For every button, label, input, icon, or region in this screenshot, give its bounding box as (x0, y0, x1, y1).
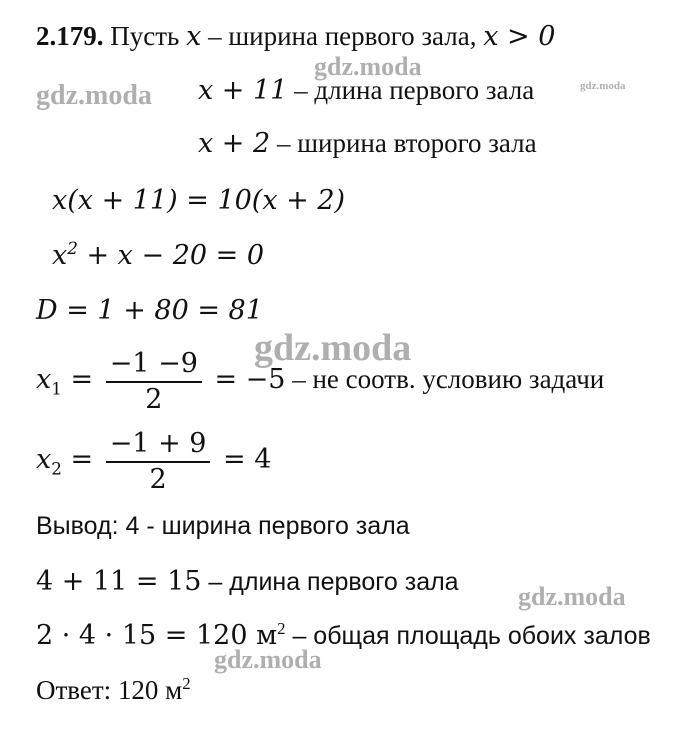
eq2-exponent: 2 (67, 238, 78, 258)
description: – ширина второго зала (270, 128, 537, 158)
problem-statement (36, 20, 555, 53)
expression: x + 2 (198, 128, 271, 159)
watermark: gdz.moda (36, 80, 152, 111)
x2-result: = 4 (214, 444, 272, 476)
eq2-rest: + x − 20 = 0 (77, 240, 265, 271)
x2-denominator: 2 (149, 464, 167, 495)
watermark: gdz.moda (518, 582, 626, 611)
length-expression: 4 + 11 = 15 (36, 566, 202, 597)
discriminant: D = 1 + 80 = 81 (36, 295, 263, 326)
area-result (36, 619, 651, 652)
x2-fraction (106, 428, 211, 496)
watermark: gdz.moda (580, 80, 626, 92)
watermark: gdz.moda (254, 327, 412, 369)
equation-2 (52, 240, 264, 272)
answer-exponent: 2 (182, 674, 191, 693)
root-x1 (36, 348, 604, 416)
length-first-hall (198, 74, 534, 107)
x1-denominator: 2 (145, 384, 163, 415)
variable-x: x (186, 21, 202, 52)
x1-eq: = (61, 364, 102, 396)
expression: x + 11 (198, 75, 288, 106)
x1-fraction (106, 348, 202, 416)
answer-text: Ответ: 120 м (36, 675, 183, 705)
description: – длина первого зала (287, 75, 535, 105)
answer (36, 674, 191, 706)
fraction-bar (106, 381, 202, 383)
length-result (36, 565, 459, 598)
area-exponent: 2 (277, 619, 286, 638)
x1-var: x (36, 364, 52, 396)
intro-mid-text: – ширина первого зала, (201, 21, 484, 51)
problem-number: 2.179. (36, 21, 104, 51)
watermark: gdz.moda (214, 645, 322, 674)
x2-sub: 2 (51, 458, 62, 479)
x2-var: x (36, 444, 52, 476)
area-description: – общая площадь обоих залов (285, 622, 651, 650)
conclusion: Вывод: 4 - ширина первого зала (36, 512, 410, 540)
x1-result: = −5 (205, 364, 286, 396)
intro-text: Пусть (110, 21, 187, 51)
x1-sub: 1 (51, 378, 62, 399)
area-expression: 2 · 4 · 15 = 120 м (36, 620, 278, 651)
x1-note: – не соотв. условию задачи (285, 364, 605, 395)
watermark: gdz.moda (314, 52, 422, 81)
length-description: – длина первого зала (201, 568, 459, 596)
fraction-bar (106, 461, 211, 463)
condition: x > 0 (483, 21, 556, 52)
x2-numerator: −1 + 9 (109, 428, 207, 459)
equation-1: x(x + 11) = 10(x + 2) (52, 185, 346, 216)
x1-numerator: −1 −9 (109, 348, 198, 379)
x2-eq: = (61, 444, 102, 476)
eq2-var: x (52, 240, 68, 271)
width-second-hall (198, 127, 537, 160)
root-x2 (36, 428, 271, 496)
